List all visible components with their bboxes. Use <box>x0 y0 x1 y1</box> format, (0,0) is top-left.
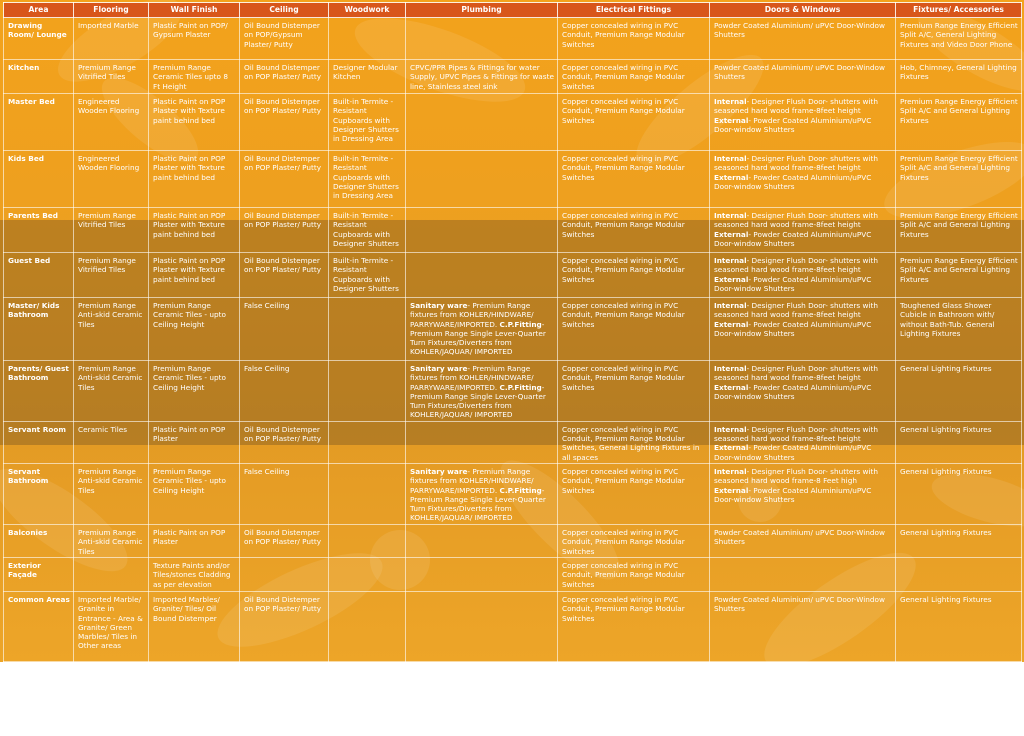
external-text: - Powder Coated Aluminium/uPVC Door-window Shutters <box>714 274 872 293</box>
header-woodwork: Woodwork <box>329 3 406 18</box>
external-text: - Powder Coated Aluminium/uPVC Door-window Shutters <box>714 319 872 338</box>
table-row <box>4 361 1022 422</box>
internal-text: - Designer Flush Door- shutters with seasoned hard wood frame-8feet height <box>714 211 879 230</box>
header-area: Area <box>4 3 74 18</box>
internal-door-line <box>714 154 892 173</box>
cell-woodwork <box>329 557 406 591</box>
external-door-line <box>714 443 892 462</box>
table-row <box>4 298 1022 361</box>
internal-door-line <box>714 97 892 116</box>
cell-wall-finish: Plastic Paint on POP Plaster with Texture paint behind bed <box>149 151 240 208</box>
cell-doors-windows <box>710 151 896 208</box>
internal-label: Internal <box>714 466 747 476</box>
cell-area: Master/ Kids Bathroom <box>4 298 74 361</box>
cell-plumbing <box>406 18 558 60</box>
cell-flooring: Premium Range Anti-skid Ceramic Tiles <box>74 463 149 524</box>
sanitary-text: - Premium Range fixtures from KOHLER/HINDWARE/ PARRYWARE/IMPORTED. <box>410 364 534 392</box>
cell-electrical: Copper concealed wiring in PVC Conduit, Premium Range Modular Switches <box>558 298 710 361</box>
cell-wall-finish: Plastic Paint on POP/ Gypsum Plaster <box>149 18 240 60</box>
cell-area: Parents Bed <box>4 208 74 253</box>
external-label: External <box>714 172 749 182</box>
internal-door-line <box>714 425 892 444</box>
internal-text: - Designer Flush Door- shutters with seasoned hard wood frame-8feet height <box>714 301 879 320</box>
internal-label: Internal <box>714 211 747 220</box>
cell-flooring: Engineered Wooden Flooring <box>74 94 149 151</box>
cell-fixtures <box>896 557 1022 591</box>
external-door-line <box>714 383 892 402</box>
internal-door-line <box>714 467 892 486</box>
internal-door-line <box>714 301 892 320</box>
sanitary-label: Sanitary ware <box>410 466 468 476</box>
internal-label: Internal <box>714 97 747 106</box>
internal-label: Internal <box>714 424 747 434</box>
cell-fixtures: Premium Range Energy Efficient Split A/C and General Lighting Fixtures <box>896 94 1022 151</box>
cell-electrical: Copper concealed wiring in PVC Conduit, Premium Range Modular Switches <box>558 94 710 151</box>
header-plumbing: Plumbing <box>406 3 558 18</box>
external-text: - Powder Coated Aluminium/uPVC Door-window Shutters <box>714 485 872 504</box>
cell-ceiling: False Ceiling <box>240 298 329 361</box>
cell-fixtures: Premium Range Energy Efficient Split A/C and General Lighting Fixtures <box>896 151 1022 208</box>
cell-flooring: Imported Marble/ Granite in Entrance - Area & Granite/ Green Marbles/ Tiles in Other areas <box>74 591 149 661</box>
cell-wall-finish: Imported Marbles/ Granite/ Tiles/ Oil Bound Distemper <box>149 591 240 661</box>
cell-doors-windows <box>710 94 896 151</box>
cell-woodwork: Built-in Termite - Resistant Cupboards with Designer Shutters <box>329 253 406 298</box>
cell-ceiling: Oil Bound Distemper on POP Plaster/ Putty <box>240 60 329 94</box>
cell-fixtures: General Lighting Fixtures <box>896 524 1022 557</box>
table-row <box>4 524 1022 557</box>
doors-text: Powder Coated Aluminium/ uPVC Door-Window Shutters <box>714 21 885 40</box>
cell-ceiling: Oil Bound Distemper on POP Plaster/ Putty <box>240 151 329 208</box>
cell-plumbing <box>406 208 558 253</box>
cell-electrical: Copper concealed wiring in PVC Conduit, Premium Range Modular Switches <box>558 591 710 661</box>
cell-doors-windows <box>710 421 896 463</box>
table-row <box>4 421 1022 463</box>
cell-ceiling: Oil Bound Distemper on POP Plaster/ Putty <box>240 591 329 661</box>
doors-text: Powder Coated Aluminium/ uPVC Door-Window Shutters <box>714 63 885 82</box>
external-text: - Powder Coated Aluminium/uPVC Door-window Shutters <box>714 382 872 401</box>
cell-flooring: Ceramic Tiles <box>74 421 149 463</box>
cell-electrical: Copper concealed wiring in PVC Conduit, Premium Range Modular Switches <box>558 557 710 591</box>
cell-plumbing <box>406 463 558 524</box>
header-doors-windows: Doors & Windows <box>710 3 896 18</box>
cell-area: Guest Bed <box>4 253 74 298</box>
cp-fitting-text: - Premium Range Single Lever-Quarter Turn Fixtures/Diverters from KOHLER/JAQUAR/ IMPORTED <box>410 319 546 357</box>
cell-fixtures: Premium Range Energy Efficient Split A/C and General Lighting Fixtures <box>896 253 1022 298</box>
cell-fixtures: General Lighting Fixtures <box>896 361 1022 422</box>
external-label: External <box>714 319 749 329</box>
cell-plumbing <box>406 524 558 557</box>
header-fixtures: Fixtures/ Accessories <box>896 3 1022 18</box>
cell-doors-windows <box>710 253 896 298</box>
specification-table <box>3 2 1022 662</box>
cell-fixtures: Toughened Glass Shower Cubicle in Bathroom with/ without Bath-Tub. General Lighting Fixtures <box>896 298 1022 361</box>
cell-fixtures: Hob, Chimney, General Lighting Fixtures <box>896 60 1022 94</box>
cell-wall-finish: Premium Range Ceramic Tiles upto 8 Ft Height <box>149 60 240 94</box>
cell-electrical: Copper concealed wiring in PVC Conduit, Premium Range Modular Switches <box>558 60 710 94</box>
external-text: - Powder Coated Aluminium/uPVC Door-window Shutters <box>714 443 872 462</box>
table-row <box>4 60 1022 94</box>
cell-woodwork <box>329 591 406 661</box>
external-label: External <box>714 485 749 495</box>
external-door-line <box>714 486 892 505</box>
sanitary-text: - Premium Range fixtures from KOHLER/HINDWARE/ PARRYWARE/IMPORTED. <box>410 301 534 329</box>
cell-area: Kids Bed <box>4 151 74 208</box>
cell-woodwork: Designer Modular Kitchen <box>329 60 406 94</box>
cell-doors-windows <box>710 18 896 60</box>
internal-door-line <box>714 211 892 230</box>
cell-electrical: Copper concealed wiring in PVC Conduit, Premium Range Modular Switches <box>558 18 710 60</box>
cp-fitting-label: C.P.Fitting <box>499 319 542 329</box>
cell-plumbing <box>406 421 558 463</box>
cell-wall-finish: Premium Range Ceramic Tiles - upto Ceiling Height <box>149 361 240 422</box>
internal-text: - Designer Flush Door- shutters with seasoned hard wood frame-8feet height <box>714 154 879 173</box>
cell-wall-finish: Plastic Paint on POP Plaster <box>149 524 240 557</box>
cp-fitting-text: - Premium Range Single Lever-Quarter Turn Fixtures/Diverters from KOHLER/JAQUAR/ IMPORTED <box>410 485 546 523</box>
cell-woodwork <box>329 361 406 422</box>
cell-plumbing <box>406 253 558 298</box>
cell-flooring: Premium Range Vitrified Tiles <box>74 253 149 298</box>
cell-woodwork <box>329 463 406 524</box>
cell-wall-finish: Plastic Paint on POP Plaster with Texture paint behind bed <box>149 253 240 298</box>
external-text: - Powder Coated Aluminium/uPVC Door-window Shutters <box>714 229 872 248</box>
cell-ceiling: Oil Bound Distemper on POP/Gypsum Plaster/ Putty <box>240 18 329 60</box>
plumbing-text: CPVC/PPR Pipes & Fittings for water Supply, UPVC Pipes & Fittings for waste line, Stainless steel sink <box>410 63 554 91</box>
cell-flooring: Premium Range Vitrified Tiles <box>74 60 149 94</box>
cell-fixtures: General Lighting Fixtures <box>896 463 1022 524</box>
table-row <box>4 18 1022 60</box>
cell-plumbing <box>406 94 558 151</box>
internal-label: Internal <box>714 256 747 265</box>
table-row <box>4 253 1022 298</box>
cell-ceiling: False Ceiling <box>240 361 329 422</box>
cell-area: Drawing Room/ Lounge <box>4 18 74 60</box>
cell-area: Master Bed <box>4 94 74 151</box>
cell-plumbing <box>406 298 558 361</box>
doors-text: Powder Coated Aluminium/ uPVC Door-Window Shutters <box>714 527 885 547</box>
cell-doors-windows <box>710 60 896 94</box>
cell-woodwork <box>329 298 406 361</box>
cell-woodwork: Built-in Termite - Resistant Cupboards with Designer Shutters in Dressing Area <box>329 151 406 208</box>
cell-ceiling: Oil Bound Distemper on POP Plaster/ Putty <box>240 253 329 298</box>
cell-doors-windows <box>710 208 896 253</box>
cell-ceiling: Oil Bound Distemper on POP Plaster/ Putty <box>240 524 329 557</box>
cell-ceiling: Oil Bound Distemper on POP Plaster/ Putty <box>240 94 329 151</box>
cell-plumbing <box>406 151 558 208</box>
cell-electrical: Copper concealed wiring in PVC Conduit, Premium Range Modular Switches <box>558 253 710 298</box>
cell-electrical: Copper concealed wiring in PVC Conduit, Premium Range Modular Switches, General Lighting Fixtures in all spaces <box>558 421 710 463</box>
cell-doors-windows <box>710 591 896 661</box>
cell-doors-windows <box>710 298 896 361</box>
cp-fitting-label: C.P.Fitting <box>499 382 542 392</box>
cell-area: Servant Room <box>4 421 74 463</box>
cell-flooring: Premium Range Anti-skid Ceramic Tiles <box>74 361 149 422</box>
internal-text: - Designer Flush Door- shutters with seasoned hard wood frame-8feet height <box>714 97 879 116</box>
cell-area: Servant Bathroom <box>4 463 74 524</box>
internal-text: - Designer Flush Door- shutters with seasoned hard wood frame-8feet height <box>714 256 879 275</box>
cell-woodwork: Built-in Termite - Resistant Cupboards with Designer Shutters in Dressing Area <box>329 94 406 151</box>
cell-doors-windows <box>710 463 896 524</box>
internal-label: Internal <box>714 154 747 163</box>
internal-door-line <box>714 256 892 275</box>
external-door-line <box>714 275 892 294</box>
cell-woodwork <box>329 421 406 463</box>
external-door-line <box>714 230 892 249</box>
cell-area: Exterior Façade <box>4 557 74 591</box>
cp-fitting-label: C.P.Fitting <box>499 485 542 495</box>
cell-wall-finish: Texture Paints and/or Tiles/stones Cladding as per elevation <box>149 557 240 591</box>
doors-text: Powder Coated Aluminium/ uPVC Door-Window Shutters <box>714 594 885 614</box>
cell-woodwork <box>329 18 406 60</box>
cell-flooring: Premium Range Anti-skid Ceramic Tiles <box>74 298 149 361</box>
external-label: External <box>714 382 749 392</box>
cp-fitting-text: - Premium Range Single Lever-Quarter Turn Fixtures/Diverters from KOHLER/JAQUAR/ IMPORTED <box>410 382 546 420</box>
cell-doors-windows <box>710 557 896 591</box>
cell-wall-finish: Premium Range Ceramic Tiles - upto Ceiling Height <box>149 463 240 524</box>
external-label: External <box>714 274 749 284</box>
cell-flooring: Engineered Wooden Flooring <box>74 151 149 208</box>
cell-area: Balconies <box>4 524 74 557</box>
header-flooring: Flooring <box>74 3 149 18</box>
table-row <box>4 151 1022 208</box>
cell-wall-finish: Plastic Paint on POP Plaster <box>149 421 240 463</box>
external-label: External <box>714 115 749 125</box>
internal-text: - Designer Flush Door- shutters with seasoned hard wood frame-8 Feet high <box>714 466 879 486</box>
cell-flooring: Premium Range Anti-skid Ceramic Tiles <box>74 524 149 557</box>
external-label: External <box>714 229 749 239</box>
internal-door-line <box>714 364 892 383</box>
external-door-line <box>714 173 892 192</box>
external-door-line <box>714 320 892 339</box>
cell-wall-finish: Premium Range Ceramic Tiles - upto Ceiling Height <box>149 298 240 361</box>
cell-area: Kitchen <box>4 60 74 94</box>
cell-wall-finish: Plastic Paint on POP Plaster with Texture paint behind bed <box>149 208 240 253</box>
cell-doors-windows <box>710 524 896 557</box>
cell-area: Parents/ Guest Bathroom <box>4 361 74 422</box>
sanitary-label: Sanitary ware <box>410 364 468 373</box>
header-row <box>4 3 1022 18</box>
cell-plumbing <box>406 591 558 661</box>
cell-flooring <box>74 557 149 591</box>
cell-woodwork <box>329 524 406 557</box>
external-text: - Powder Coated Aluminium/uPVC Door-window Shutters <box>714 172 872 191</box>
external-door-line <box>714 116 892 135</box>
cell-fixtures: General Lighting Fixtures <box>896 591 1022 661</box>
cell-ceiling: False Ceiling <box>240 463 329 524</box>
cell-fixtures: Premium Range Energy Efficient Split A/C and General Lighting Fixtures <box>896 208 1022 253</box>
internal-text: - Designer Flush Door- shutters with seasoned hard wood frame-8feet height <box>714 424 879 444</box>
cell-electrical: Copper concealed wiring in PVC Conduit, Premium Range Modular Switches <box>558 463 710 524</box>
external-text: - Powder Coated Aluminium/uPVC Door-window Shutters <box>714 115 872 134</box>
sanitary-text: - Premium Range fixtures from KOHLER/HINDWARE/ PARRYWARE/IMPORTED. <box>410 466 534 495</box>
cell-doors-windows <box>710 361 896 422</box>
cell-ceiling: Oil Bound Distemper on POP Plaster/ Putty <box>240 208 329 253</box>
cell-area: Common Areas <box>4 591 74 661</box>
external-label: External <box>714 443 749 453</box>
cell-electrical: Copper concealed wiring in PVC Conduit, Premium Range Modular Switches <box>558 151 710 208</box>
internal-label: Internal <box>714 301 747 310</box>
table-row <box>4 591 1022 661</box>
cell-electrical: Copper concealed wiring in PVC Conduit, Premium Range Modular Switches <box>558 524 710 557</box>
table-row <box>4 463 1022 524</box>
cell-flooring: Premium Range Vitrified Tiles <box>74 208 149 253</box>
internal-text: - Designer Flush Door- shutters with seasoned hard wood frame-8feet height <box>714 364 879 383</box>
header-electrical: Electrical Fittings <box>558 3 710 18</box>
cell-fixtures: Premium Range Energy Efficient Split A/C, General Lighting Fixtures and Video Door Phone <box>896 18 1022 60</box>
table-row <box>4 557 1022 591</box>
cell-plumbing <box>406 361 558 422</box>
cell-woodwork: Built-in Termite - Resistant Cupboards with Designer Shutters <box>329 208 406 253</box>
cell-ceiling: Oil Bound Distemper on POP Plaster/ Putty <box>240 421 329 463</box>
table-row <box>4 208 1022 253</box>
header-wall-finish: Wall Finish <box>149 3 240 18</box>
sanitary-label: Sanitary ware <box>410 301 468 310</box>
header-ceiling: Ceiling <box>240 3 329 18</box>
internal-label: Internal <box>714 364 747 373</box>
cell-wall-finish: Plastic Paint on POP Plaster with Texture paint behind bed <box>149 94 240 151</box>
cell-plumbing <box>406 60 558 94</box>
cell-electrical: Copper concealed wiring in PVC Conduit, Premium Range Modular Switches <box>558 361 710 422</box>
cell-fixtures: General Lighting Fixtures <box>896 421 1022 463</box>
cell-plumbing <box>406 557 558 591</box>
cell-ceiling <box>240 557 329 591</box>
cell-flooring: Imported Marble <box>74 18 149 60</box>
cell-electrical: Copper concealed wiring in PVC Conduit, Premium Range Modular Switches <box>558 208 710 253</box>
table-row <box>4 94 1022 151</box>
